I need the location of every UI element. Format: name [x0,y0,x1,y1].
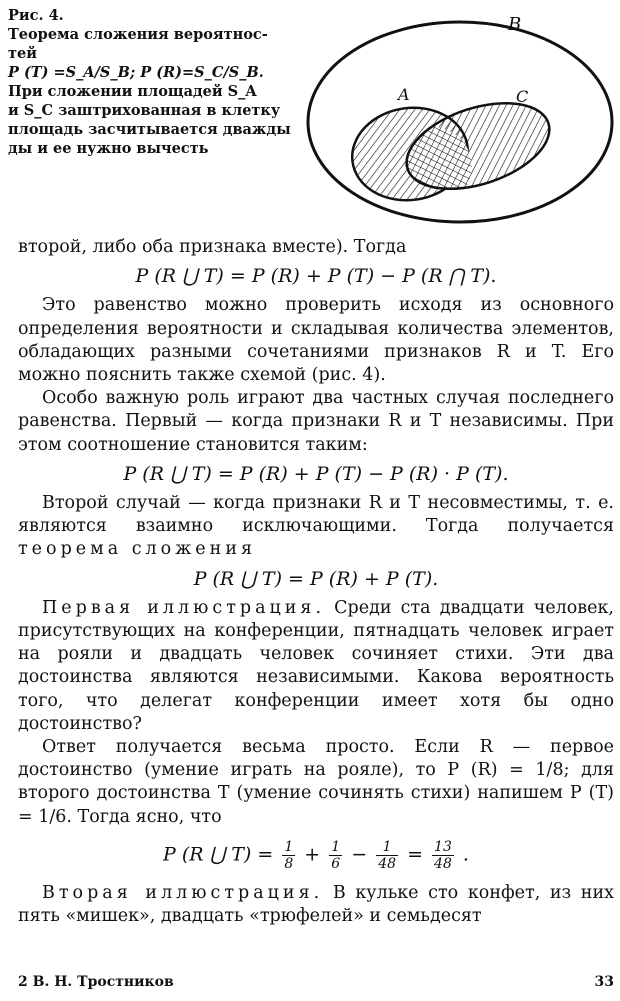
fraction: $\frac{1}{6}$ [331,838,341,872]
page-number: 33 [594,974,614,990]
label-c: C [516,87,529,106]
operator: + [304,843,321,866]
formula: P (R ⋃ T) = P (R) + P (T) − P (R) · P (T). [123,462,509,485]
formula [18,839,614,872]
paragraph [18,597,614,736]
theorem-name: теорема сложения [18,539,257,560]
paragraph-text: Среди ста двадцати человек, присутствующих на конференции, пятнадцать человек играет на рояли и двадцать человек сочиняет стихи. Эти два достоинства являются независимыми. Какова вероятность того, что делегат конференции имеет хотя бы одно достоинство? [18,597,614,734]
illustration-heading: Первая иллюстрация. [42,597,326,618]
fraction: $\frac{13}{48}$ [434,838,452,872]
fraction: $\frac{1}{48}$ [378,838,397,872]
paragraph: Это равенство можно проверить исходя из основного определения вероятности и складывая количества элементов, обладающих разными сочетаниями признаков R и T. Его можно пояснить также схемой (рис. 4). [18,295,614,386]
label-a: A [398,85,410,104]
paragraph-text: Второй случай — когда признаки R и T несовместимы, т. е. являются взаимно исключающими. Тогда получается [18,493,614,537]
figure-caption [8,6,298,158]
formula: P (R ⋃ T) = P (R) + P (T). [193,567,439,590]
paragraph: Особо важную роль играют два частных случая последнего равенства. Первый — когда признаки R и T независимы. При этом соотношение становится таким: [18,388,614,455]
operator: − [351,843,368,866]
paragraph: второй, либо оба признака вместе). Тогда [18,237,407,257]
formula-lhs: P (R ⋃ T) = [163,843,274,866]
main-text [18,236,614,928]
caption-line: и S_C заштрихованная в клетку [8,102,281,119]
illustration-heading: Вторая иллюстрация. [42,882,324,903]
paragraph [18,882,614,928]
caption-line: Рис. 4. [8,7,64,24]
caption-line: При сложении площадей S_A [8,83,257,100]
formula: P (R ⋃ T) = P (R) + P (T) − P (R ⋂ T). [135,265,497,288]
caption-line: P (T) =S_A/S_B; P (R)=S_C/S_B. [8,64,264,81]
paragraph-text: В кульке сто конфет, из них пять «мишек», двадцать «трюфелей» и семьдесят [18,882,614,927]
caption-line: площадь засчитывается дважды [8,121,291,138]
paragraph: Ответ получается весьма просто. Если R — первое достоинство (умение играть на рояле), то P (R) = 1/8; для второго достоинства T (умение сочинять стихи) напишем P (T) = 1/6. Тогда ясно, что [18,737,614,827]
paragraph [18,492,614,562]
formula-end: . [462,843,469,866]
fraction: $\frac{1}{8}$ [284,838,294,872]
caption-line: Теорема сложения вероятнос- [8,26,268,43]
caption-line: тей [8,45,37,62]
page-footer [18,974,614,990]
venn-diagram [298,4,618,244]
operator: = [407,843,423,866]
footer-author: 2 В. Н. Тростников [18,974,174,990]
label-b: B [508,14,522,35]
caption-line: ды и ее нужно вычесть [8,140,209,157]
